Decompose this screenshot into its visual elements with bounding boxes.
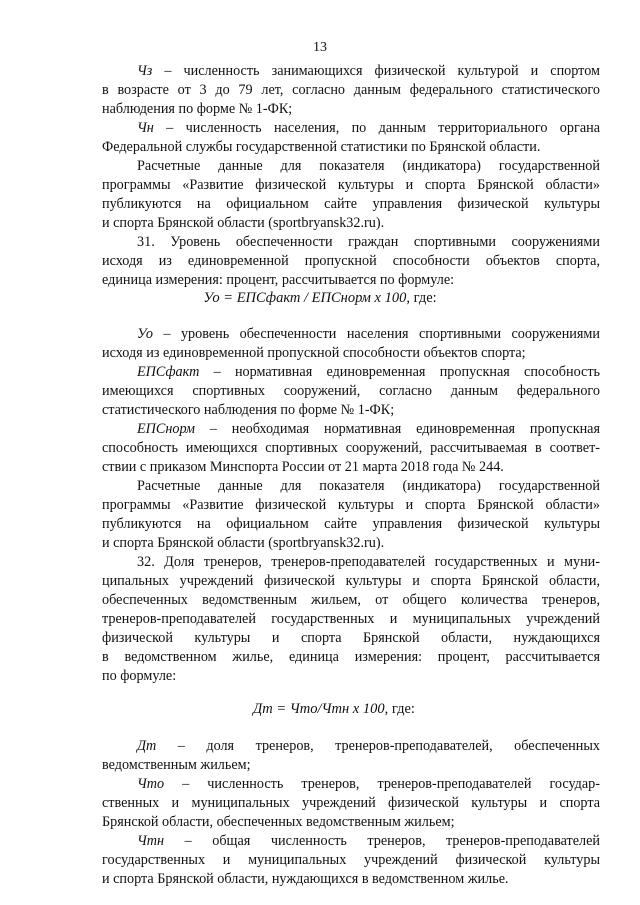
- text-line: ственных и муниципальных учреждений физической культуры и спорта: [102, 795, 600, 811]
- formula-expression: Уо = ЕПСфакт / ЕПСнорм х 100: [203, 290, 407, 306]
- formula: Дт = Что/Чтн х 100, где:: [253, 701, 415, 717]
- text-line: Чтн – общая численность тренеров, тренеров-преподавателей: [137, 833, 600, 849]
- text-line: тренеров-преподавателей государственных и муниципальных учреждений: [102, 611, 600, 627]
- term: Дт: [137, 738, 157, 754]
- text-line: 32. Доля тренеров, тренеров-преподавателей государственных и муни-: [137, 554, 600, 570]
- text-line: программы «Развитие физической культуры и спорта Брянской области»: [102, 177, 600, 193]
- term: ЕПСфакт: [137, 364, 200, 380]
- text-line: Чн – численность населения, по данным территориального органа: [137, 120, 600, 136]
- text-line: и спорта Брянской области (sportbryansk32.ru).: [102, 535, 385, 551]
- text-line: в ведомственном жилье, единица измерения: процент, рассчитывается: [102, 649, 600, 665]
- text-line: публикуются на официальном сайте управления физической культуры: [102, 516, 600, 532]
- text-line: наблюдения по форме № 1-ФК;: [102, 101, 293, 117]
- text-line: ствии с приказом Минспорта России от 21 марта 2018 года № 244.: [102, 459, 504, 475]
- term: Чз: [137, 63, 153, 79]
- formula-expression: Дт = Что/Чтн х 100: [253, 701, 385, 717]
- text-line: обеспеченных ведомственным жильем, от общего количества тренеров,: [102, 592, 600, 608]
- text-line: и спорта Брянской области (sportbryansk32.ru).: [102, 215, 385, 231]
- text-line: способность имеющихся спортивных сооружений, рассчитываемая в соответ-: [102, 440, 600, 456]
- text-line: ведомственным жильем;: [102, 757, 251, 773]
- text-line: единица измерения: процент, рассчитывается по формуле:: [102, 272, 455, 288]
- text-line: физической культуры и спорта Брянской области, нуждающихся: [102, 630, 600, 646]
- page-number: 13: [313, 40, 327, 55]
- text-line: Расчетные данные для показателя (индикатора) государственной: [137, 158, 600, 174]
- term: ЕПСнорм: [137, 421, 195, 437]
- text-line: в возрасте от 3 до 79 лет, согласно данным федерального статистического: [102, 82, 600, 98]
- text-line: публикуются на официальном сайте управления физической культуры: [102, 196, 600, 212]
- formula: Уо = ЕПСфакт / ЕПСнорм х 100, где:: [203, 290, 437, 306]
- text-line: Расчетные данные для показателя (индикатора) государственной: [137, 478, 600, 494]
- text-line: статистического наблюдения по форме № 1-ФК;: [102, 402, 395, 418]
- text-line: ЕПСнорм – необходимая нормативная единовременная пропускная: [137, 421, 600, 437]
- text-line: Что – численность тренеров, тренеров-преподавателей государ-: [137, 776, 600, 792]
- text-line: и спорта Брянской области, нуждающихся в ведомственном жилье.: [102, 871, 509, 887]
- term: Чн: [137, 120, 154, 136]
- text-line: исходя из единовременной пропускной способности объектов спорта;: [102, 345, 526, 361]
- term: Уо: [137, 326, 153, 342]
- text-line: ципальных учреждений физической культуры и спорта Брянской области,: [102, 573, 600, 589]
- text-line: Федеральной службы государственной статистики по Брянской области.: [102, 139, 541, 155]
- text-line: ЕПСфакт – нормативная единовременная пропускная способность: [137, 364, 600, 380]
- text-line: Дт – доля тренеров, тренеров-преподавателей, обеспеченных: [137, 738, 600, 754]
- text-line: по формуле:: [102, 668, 177, 684]
- term: Что: [137, 776, 165, 792]
- text-line: государственных и муниципальных учреждений физической культуры: [102, 852, 600, 868]
- text-line: Брянской области, обеспеченных ведомственным жильем;: [102, 814, 455, 830]
- text-line: 31. Уровень обеспеченности граждан спортивными сооружениями: [137, 234, 600, 250]
- term: Чтн: [137, 833, 165, 849]
- text-line: имеющихся спортивных сооружений, согласно данным федерального: [102, 383, 600, 399]
- text-line: Уо – уровень обеспеченности населения спортивными сооружениями: [137, 326, 600, 342]
- text-line: программы «Развитие физической культуры и спорта Брянской области»: [102, 497, 600, 513]
- text-line: исходя из единовременной пропускной способности объектов спорта,: [102, 253, 600, 269]
- text-line: Чз – численность занимающихся физической культурой и спортом: [137, 63, 600, 79]
